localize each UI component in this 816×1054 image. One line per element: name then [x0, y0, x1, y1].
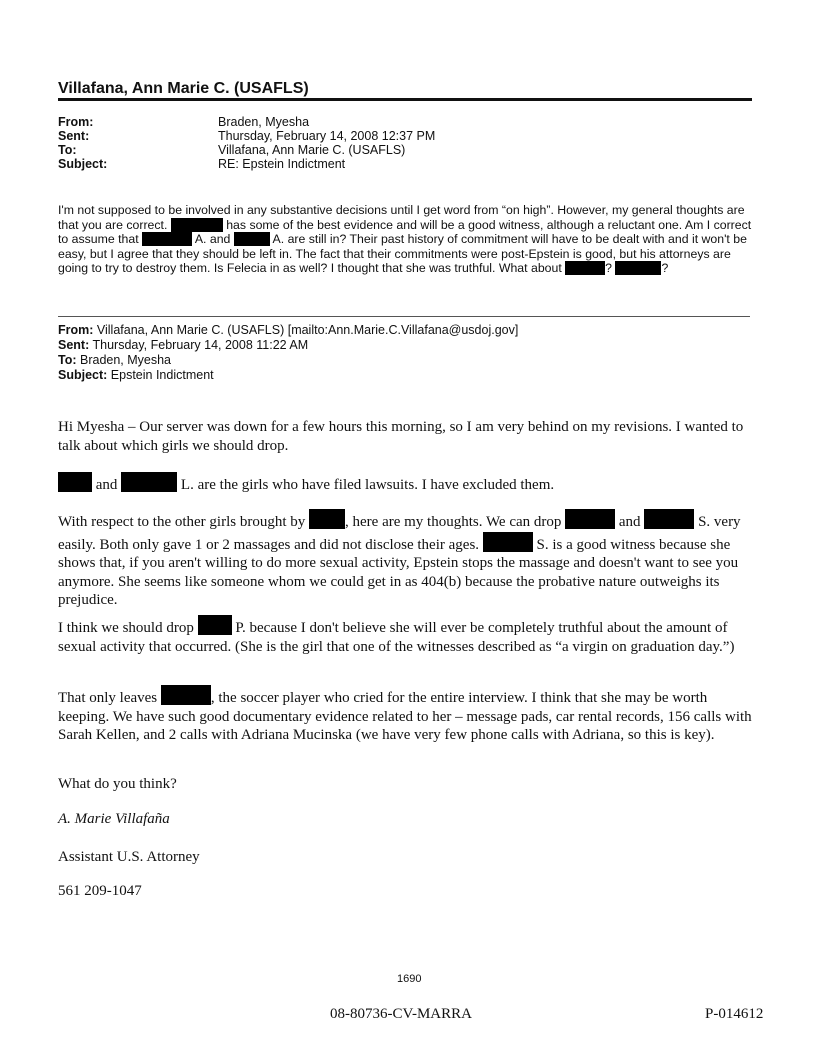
reply-email-header [58, 115, 435, 171]
redaction-box [142, 232, 192, 246]
message-text: I think we should drop [58, 620, 198, 636]
to-label: To: [58, 353, 77, 367]
redaction-box [198, 615, 232, 635]
reply-body [58, 203, 758, 276]
redaction-box [58, 472, 92, 492]
from-value: Braden, Myesha [218, 115, 310, 129]
message-paragraph-3 [58, 509, 760, 610]
reply-text: ? [605, 261, 616, 276]
from-value: Villafana, Ann Marie C. (USAFLS) [mailto:Ann.Marie.C.Villafana@usdoj.gov] [93, 323, 519, 337]
redaction-box [615, 261, 661, 275]
message-paragraph-1: Hi Myesha – Our server was down for a few hours this morning, so I am very behind on my revisions. I wanted to talk about which girls we should drop. [58, 419, 744, 454]
reply-text: I'm not supposed to be involved in any substantive decisions until I get word from “on high”. However, my general thoughts are that you are correct. [58, 203, 745, 232]
header-rule [58, 98, 752, 101]
message-text: , the soccer player who cried for the entire interview. I think that she may be worth keeping. We have such good documentary evidence related to her – message pads, car rental records, 156 calls with Sarah Kellen, and 2 calls with Adriana Mucinska (we have very few phone calls with Adriana, so this is key). [58, 690, 752, 743]
subject-label: Subject: [58, 157, 108, 171]
document-header-title: Villafana, Ann Marie C. (USAFLS) [58, 80, 309, 97]
reply-text: ? [661, 261, 669, 276]
case-number: 08-80736-CV-MARRA [330, 1006, 472, 1022]
separator-rule [58, 316, 750, 317]
message-text: and [615, 514, 645, 530]
signature-name: A. Marie Villafaña [58, 811, 170, 827]
bates-number: P-014612 [705, 1006, 764, 1022]
subject-label: Subject: [58, 368, 108, 382]
redaction-box [171, 218, 223, 232]
message-text: That only leaves [58, 690, 161, 706]
message-paragraph-6: What do you think? [58, 776, 177, 792]
redaction-box [483, 532, 533, 552]
original-email-header [58, 323, 518, 383]
redaction-box [309, 509, 345, 529]
message-text: L. are the girls who have filed lawsuits. I have excluded them. [177, 477, 555, 493]
from-label: From: [58, 323, 94, 337]
sent-label: Sent: [58, 338, 90, 352]
message-paragraph-4 [58, 615, 760, 656]
message-text: With respect to the other girls brought by [58, 514, 310, 530]
message-text: , here are my thoughts. We can drop [345, 514, 566, 530]
redaction-box [644, 509, 694, 529]
redaction-box [234, 232, 270, 246]
sent-label: Sent: [58, 129, 90, 143]
to-value: Braden, Myesha [76, 353, 172, 367]
reply-text: has some of the best evidence and will be a good witness, although a reluctant one. Am I correct to assume that [58, 217, 752, 247]
from-label: From: [58, 115, 94, 129]
redaction-box [565, 509, 615, 529]
signature-title: Assistant U.S. Attorney [58, 849, 200, 865]
redaction-box [161, 685, 211, 705]
to-value: Villafana, Ann Marie C. (USAFLS) [218, 143, 406, 157]
to-label: To: [58, 143, 77, 157]
message-paragraph-2 [58, 472, 760, 495]
reply-text: A. are still in? Their past history of commitment will have to be dealt with and it won't be easy, but I agree that they should be left in. The fact that their commitments were post-Epstein is good, but his attorneys are going to try to destroy them. Is Felecia in as well? I thought that she was truthful. What about [58, 232, 747, 276]
redaction-box [121, 472, 177, 492]
subject-value: RE: Epstein Indictment [218, 157, 346, 171]
message-text: S. is a good witness because she shows that, if you aren't willing to do more sexual activity, Epstein stops the massage and doesn't want to see you anymore. She seems like someone whom we could get in as 404(b) because the probative nature outweighs its prejudice. [58, 536, 739, 608]
message-paragraph-5 [58, 685, 760, 745]
page-number: 1690 [397, 973, 422, 985]
message-text: P. because I don't believe she will ever be completely truthful about the amount of sexual activity that occurred. (She is the girl that one of the witnesses described as “a virgin on graduation day.”) [58, 620, 735, 655]
reply-text: A. and [192, 232, 234, 247]
sent-value: Thursday, February 14, 2008 11:22 AM [89, 338, 309, 352]
signature-phone: 561 209-1047 [58, 883, 142, 899]
subject-value: Epstein Indictment [107, 368, 214, 382]
sent-value: Thursday, February 14, 2008 12:37 PM [218, 129, 436, 143]
redaction-box [565, 261, 605, 275]
message-text: and [92, 477, 122, 493]
message-text: S. very easily. Both only gave 1 or 2 massages and did not disclose their ages. [58, 514, 741, 553]
